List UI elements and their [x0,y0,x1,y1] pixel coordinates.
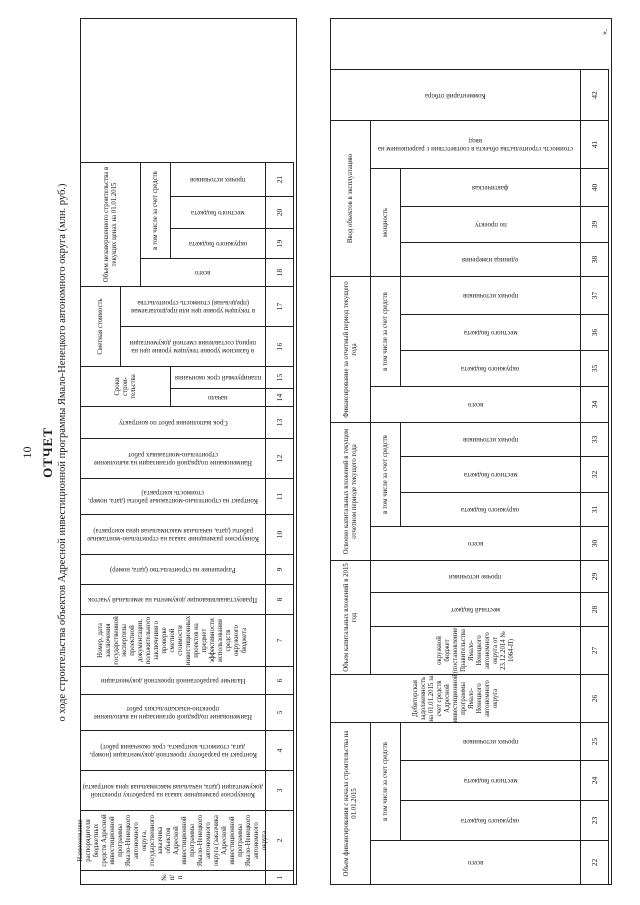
col-header-16 [121,326,266,366]
col-header-40-text: фактическая [472,184,509,192]
group-capital-2015-text: Объем капитальных вложений в 2015 год [342,563,358,672]
col-number-42 [581,69,609,120]
col-number-18 [266,258,294,286]
col-number-13 [266,406,294,438]
col-number-1-text: 1 [274,875,284,880]
col-number-25 [581,722,609,760]
group-financing-period-sub-text: в том числе за счет средств [381,292,389,371]
col-header-4-text: Контракт на разработку проектной документации (номер, дата, стоимость контракта, срок окончания работ) [89,743,257,759]
col-number-29-text: 29 [589,572,599,581]
col-number-36 [581,314,609,350]
col-number-34-text: 34 [589,400,599,409]
col-number-23 [581,800,609,840]
group-mastered-sub-text: в том числе за счет средств [381,435,389,514]
col-header-25 [401,722,581,760]
col-number-27-text: 27 [589,646,599,655]
col-header-33 [401,422,581,456]
col-number-7-text: 7 [274,638,284,643]
col-header-6 [81,666,266,694]
col-header-14 [171,388,266,406]
col-number-12 [266,438,294,478]
table-financing [330,18,612,885]
group-terms-text: Сроки строи-тельства [113,374,137,399]
col-number-16 [266,326,294,366]
col-number-41 [581,120,609,168]
col-number-14 [266,388,294,406]
col-number-40-text: 40 [589,183,599,192]
col-number-24 [581,760,609,800]
group-commissioning [331,120,371,276]
col-header-26-text: Дебиторская задолженность на 01.01.2015 за счет средств Адресной инвестиционной программы Ямало-Ненецкого автономного округа [411,674,499,723]
col-number-22-text: 22 [589,858,599,867]
col-number-24-text: 24 [589,776,599,785]
group-terms [81,366,171,406]
col-number-17 [266,286,294,326]
col-header-42-text: Комментарий отбора [425,92,486,99]
col-header-36 [401,314,581,350]
col-number-2-text: 2 [274,838,284,843]
col-header-41 [371,120,581,168]
col-number-39-text: 39 [589,220,599,229]
col-header-29-text: прочие источники [449,573,502,581]
col-header-24-text: местного бюджета [463,777,518,785]
col-header-12 [81,438,266,478]
col-header-30 [371,526,581,560]
col-header-6-text: Наличие разработанной проектной документации [100,677,246,685]
col-header-15-text: планируемый срок окончания [174,374,262,382]
col-number-37 [581,276,609,314]
col-header-27-text: окружной бюджет (постановление Правительства Ямало-Ненецкого автономного округа от 23.12.2014 № 1064-П) [435,627,515,674]
table-construction-progress [77,18,297,885]
col-number-3 [266,770,294,810]
col-header-1 [81,870,266,884]
col-header-35 [401,350,581,386]
col-number-37-text: 37 [589,291,599,300]
col-number-30 [581,526,609,560]
group-volume-sub [141,162,171,258]
col-header-31-text: окружного бюджета [461,506,520,514]
col-header-32-text: местного бюджета [463,471,518,479]
col-header-22-text: всего [467,859,484,867]
col-header-7-text: Номер, дата заключения государственной экспертизы проектной документации, положительного заключения о проверке сметной стоимости инвестиционных проектов на предмет эффективности использования средств окружного бюджета [97,615,248,666]
group-commissioning-capacity-text: мощность [381,207,389,238]
col-header-8-text: Правоустанавливающие документы на земельный участок [88,596,258,604]
group-commissioning-text: Ввод объектов в эксплуатацию [346,153,354,244]
col-header-21 [171,162,266,196]
col-header-11 [81,478,266,514]
col-number-35-text: 35 [589,364,599,373]
col-header-2-text: Наименование распорядителя бюджетных средств Адресной инвестиционной программы Ямало-Ненецкого автономного округа, государственного заказчика объектов Адресной инвестиционной программы Ямало-Ненецкого автономного округа (заказчика Адресной инвестиционной программы Ямало-Ненецкого автономного округа [77,814,268,867]
col-header-26 [331,674,581,722]
group-commissioning-capacity [371,168,401,276]
col-number-6 [266,666,294,694]
col-header-35-text: окружного бюджета [461,365,520,373]
col-header-10-text: Конкурсное размещение заказа на строительно-монтажные работы (дата, начальная максимальная цена контракта) [87,527,259,543]
col-number-14-text: 14 [274,393,284,402]
col-number-35 [581,350,609,386]
col-header-11-text: Контракт на строительно-монтажные работы (дата, номер, стоимость контракта) [88,489,259,505]
group-mastered-sub [371,422,401,526]
col-header-36-text: местного бюджета [463,329,518,337]
col-number-33-text: 33 [589,435,599,444]
col-number-29 [581,560,609,592]
col-number-5 [266,694,294,730]
col-number-23-text: 23 [589,816,599,825]
col-number-26-text: 26 [589,694,599,703]
col-number-9 [266,554,294,584]
col-header-4 [81,730,266,770]
col-header-42 [331,69,581,120]
col-header-38-text: единица измерения [462,256,519,264]
col-number-17-text: 17 [274,302,284,311]
col-header-34 [371,386,581,422]
col-header-31 [401,492,581,526]
col-number-9-text: 9 [274,567,284,572]
group-financing-start [331,722,371,884]
group-mastered-text: Освоено капитальных вложений в текущем отчетном периоде текущего года [342,428,358,555]
col-number-38-text: 38 [589,255,599,264]
col-header-18 [141,258,266,286]
report-subtitle: о ходе строительства объектов Адресной инвестиционной программы Ямало-Ненецкого автономного округа (млн. руб.) [57,183,68,722]
col-number-41-text: 41 [589,140,599,149]
col-number-39 [581,206,609,242]
col-header-28-text: местный бюджет [450,606,501,614]
col-header-17 [121,286,266,326]
col-header-2 [77,810,268,870]
col-header-30-text: всего [467,540,484,548]
col-number-4-text: 4 [274,748,284,753]
col-number-28-text: 28 [589,605,599,614]
col-number-19-text: 19 [274,239,284,248]
col-number-15 [266,366,294,388]
col-number-19 [266,228,294,258]
col-header-39-text: по проекту [474,221,507,229]
col-number-18-text: 18 [274,268,284,277]
col-number-10 [266,514,294,554]
col-number-36-text: 36 [589,328,599,337]
report-title: ОТЧЕТ [40,427,55,478]
col-header-3 [81,770,266,810]
col-number-15-text: 15 [274,373,284,382]
col-header-33-text: прочих источников [462,436,519,444]
col-number-8-text: 8 [274,597,284,602]
col-number-34 [581,386,609,422]
col-header-5-text: Наименование подрядной организации на выполнение проектно-изыскательских работ [93,705,253,721]
col-header-1-text: № п/п [161,874,184,881]
col-header-19-text: окружного бюджета [188,240,248,248]
col-header-5 [81,694,266,730]
col-header-10 [81,514,266,554]
col-number-40 [581,168,609,206]
col-number-21-text: 21 [274,175,284,184]
col-number-22 [581,840,609,884]
col-number-25-text: 25 [589,737,599,746]
group-financing-start-sub-text: в том числе за счет средств [381,742,389,821]
col-header-15 [171,366,266,388]
col-number-5-text: 5 [274,710,284,715]
col-number-33 [581,422,609,456]
group-volume-text: Объем незавершенного строительства в текущих ценах на 01.01.2015 [102,166,118,283]
col-header-37 [401,276,581,314]
col-header-37-text: прочих источников [462,292,519,300]
col-header-40 [401,168,581,206]
col-header-21-text: прочих источников [190,176,246,184]
col-number-38 [581,242,609,276]
col-header-39 [401,206,581,242]
col-number-11-text: 11 [274,492,284,501]
col-header-38 [401,242,581,276]
col-header-3-text: Конкурсное размещение заказа на разработку проектной документации (дата, начальная максимальная цена контракта) [82,783,264,799]
group-mastered [331,422,371,560]
col-number-12-text: 12 [274,454,284,463]
col-number-20-text: 20 [274,208,284,217]
col-header-14-text: начало [208,394,228,402]
col-header-20-text: местного бюджета [191,209,245,217]
col-number-13-text: 13 [274,418,284,427]
col-header-17-text: в текущем уровне цен или предполагаемая (предельная) стоимость строительства [131,299,255,315]
col-header-9-text: Разрешение на строительство (дата, номер) [110,566,236,574]
col-header-8 [81,584,266,614]
group-cost [81,286,121,366]
col-number-10-text: 10 [274,530,284,539]
page-number: 10 [20,446,34,459]
col-header-18-text: всего [195,269,211,277]
group-financing-start-text: Объем финансирования с начала строительства на 01.01.2015 [342,730,358,877]
col-number-16-text: 16 [274,342,284,351]
group-financing-period-text: Финансирование за отчетный период текущего года [342,281,358,418]
col-header-24 [401,760,581,800]
col-header-29 [371,560,581,592]
col-header-32 [401,456,581,492]
col-header-19 [171,228,266,258]
col-header-13 [81,406,266,438]
col-number-4 [266,730,294,770]
col-header-22 [371,840,581,884]
col-header-23-text: окружного бюджета [461,817,520,825]
group-financing-start-sub [371,722,401,840]
col-header-16-text: в базисном уровне текущем уровне цен на период составления сметной документации [129,339,257,355]
col-number-8 [266,584,294,614]
col-number-7 [266,614,294,666]
col-number-1 [266,870,294,884]
group-volume [81,162,141,286]
col-header-41-text: стоимость строительства объекта в соответствии с разрешением на ввод [377,137,574,153]
col-number-6-text: 6 [274,678,284,683]
col-header-7 [81,614,266,666]
col-number-30-text: 30 [589,539,599,548]
col-number-27 [581,626,609,674]
col-header-20 [171,196,266,228]
col-number-21 [266,162,294,196]
col-number-3-text: 3 [274,788,284,793]
col-number-28 [581,592,609,626]
col-number-32-text: 32 [589,470,599,479]
col-number-31-text: 31 [589,505,599,514]
col-header-25-text: прочих источников [462,738,519,746]
col-header-23 [401,800,581,840]
col-header-12-text: Наименование подрядной организации на выполнение строительно-монтажных работ [93,451,253,467]
col-number-26 [581,674,609,722]
group-capital-2015 [331,560,371,674]
col-header-28 [371,592,581,626]
group-cost-text: Сметная стоимость [96,298,104,355]
col-header-13-text: Срок выполнения работ по контракту [118,419,228,427]
col-number-31 [581,492,609,526]
group-financing-period-sub [371,276,401,386]
col-header-9 [81,554,266,584]
col-number-11 [266,478,294,514]
col-number-32 [581,456,609,492]
col-number-20 [266,196,294,228]
col-number-42-text: 42 [589,91,599,99]
col-header-34-text: всего [467,401,484,409]
group-financing-period [331,276,371,422]
col-number-2 [266,810,294,870]
col-header-27 [371,626,581,674]
footnote: ». [600,29,609,35]
group-volume-sub-text: в том числе за счет средств [151,171,159,250]
